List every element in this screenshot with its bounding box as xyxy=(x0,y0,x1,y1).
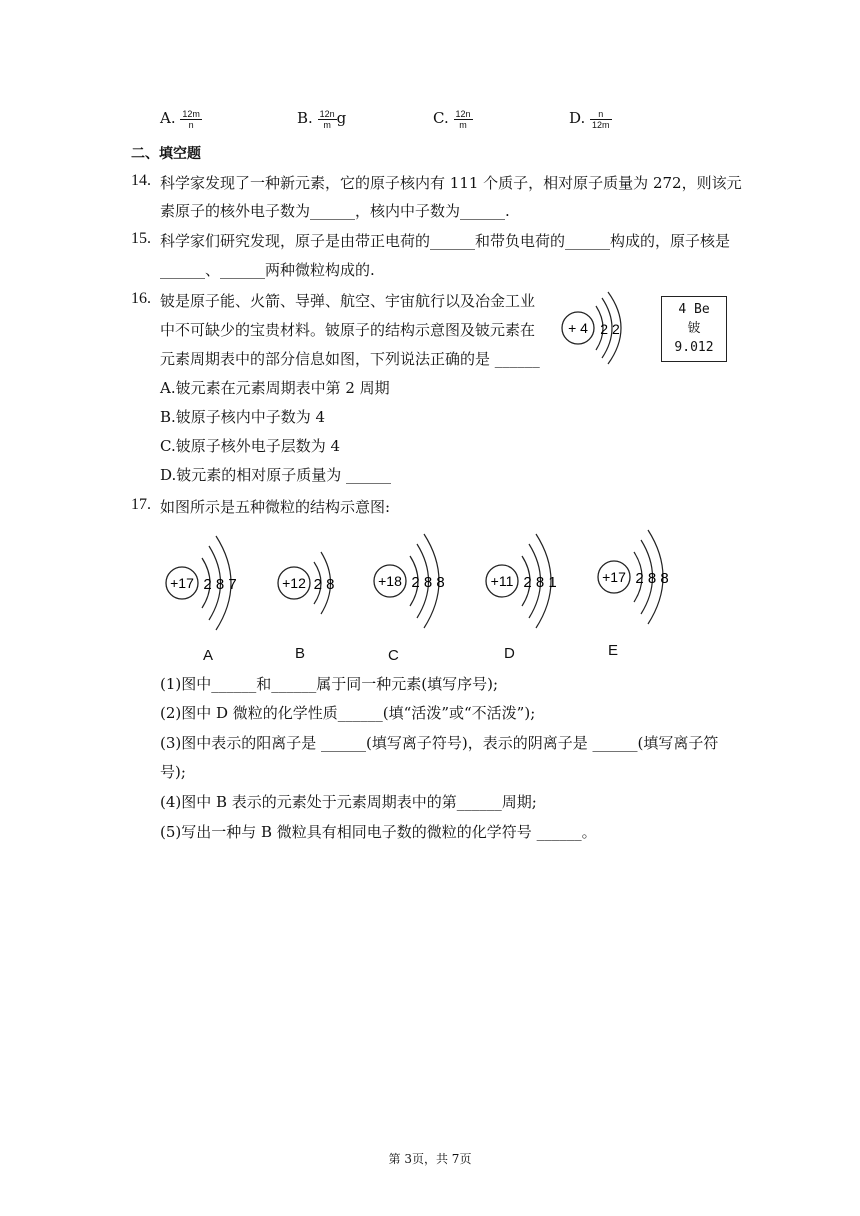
fraction: $\frac{n}{12m}$ xyxy=(592,108,610,130)
q16-line2: 中不可缺少的宝贵材料。铍原子的结构示意图及铍元素在 xyxy=(160,321,536,339)
option-a: A. $\frac{12m}{n}$ xyxy=(160,108,200,130)
particle-label: A xyxy=(203,647,214,664)
q14-line2: 素原子的核外电子数为______，核内中子数为______. xyxy=(160,202,510,220)
nucleus-charge: + 4 xyxy=(568,320,588,336)
beryllium-atom-diagram xyxy=(558,288,638,368)
svg-text:+18: +18 xyxy=(378,573,402,589)
option-c: C. $\frac{12n}{m}$ xyxy=(433,108,471,130)
particle-diagram-d xyxy=(482,526,572,636)
q15-line2: ______、______两种微粒构成的. xyxy=(160,261,375,279)
question-number: 15. xyxy=(131,230,151,247)
element-name: 铍 xyxy=(687,321,701,336)
electron-counts: 2 2 xyxy=(600,321,620,337)
particle-diagram-e xyxy=(594,522,684,632)
question-number: 16. xyxy=(131,290,151,307)
q17-sub3-line2: 号); xyxy=(160,763,186,781)
particle-diagram-b xyxy=(274,528,364,638)
fraction: $\frac{12m}{n}$ xyxy=(182,108,200,130)
atomic-number: 4 xyxy=(678,302,687,317)
fraction: $\frac{12n}{m}$ xyxy=(455,108,471,130)
svg-text:2 8: 2 8 xyxy=(313,576,335,593)
q17-sub5: (5)写出一种与 B 微粒具有相同电子数的微粒的化学符号 ______。 xyxy=(160,823,597,841)
atomic-mass: 9.012 xyxy=(674,340,714,355)
q15-line1: 科学家们研究发现，原子是由带正电荷的______和带负电荷的______构成的，原子核是 xyxy=(160,232,731,250)
option-b: B. $\frac{12n}{m}$ g xyxy=(297,108,347,130)
svg-text:+17: +17 xyxy=(170,575,194,591)
svg-text:2 8 7: 2 8 7 xyxy=(203,576,237,593)
q17-sub1: (1)图中______和______属于同一种元素(填写序号); xyxy=(160,675,499,693)
q16-option-a: A.铍元素在元素周期表中第 2 周期 xyxy=(160,379,390,397)
svg-text:2 8 8: 2 8 8 xyxy=(411,574,445,591)
q16-line1: 铍是原子能、火箭、导弹、航空、宇宙航行以及冶金工业 xyxy=(160,292,536,310)
particle-label: C xyxy=(388,647,399,664)
q16-option-c: C.铍原子核外电子层数为 4 xyxy=(160,437,341,455)
question-number: 17. xyxy=(131,496,151,513)
particle-label: D xyxy=(504,645,515,662)
svg-text:2 8 1: 2 8 1 xyxy=(523,574,557,591)
svg-text:+12: +12 xyxy=(282,575,306,591)
q17-sub2: (2)图中 D 微粒的化学性质______(填“活泼”或“不活泼”); xyxy=(160,704,536,722)
question-number: 14. xyxy=(131,172,151,189)
q16-line3: 元素周期表中的部分信息如图，下列说法正确的是 ______ xyxy=(160,350,540,368)
q14-line1: 科学家发现了一种新元素，它的原子核内有 111 个质子，相对原子质量为 272，则该元 xyxy=(160,174,742,192)
particle-diagram-c xyxy=(370,526,460,636)
particle-diagram-a xyxy=(162,528,252,638)
section-heading: 二、填空题 xyxy=(131,146,201,162)
particle-label: E xyxy=(608,642,619,659)
q16-option-d: D.铍元素的相对原子质量为 ______ xyxy=(160,466,392,484)
element-cell xyxy=(661,296,727,362)
q17-sub3-line1: (3)图中表示的阳离子是 ______(填写离子符号)，表示的阴离子是 ______(填写离子符 xyxy=(160,734,719,752)
page-footer: 第 3页，共 7页 xyxy=(388,1152,472,1166)
q17-intro: 如图所示是五种微粒的结构示意图: xyxy=(160,498,391,516)
svg-text:+11: +11 xyxy=(490,573,514,589)
particle-label: B xyxy=(295,645,306,662)
q17-sub4: (4)图中 B 表示的元素处于元素周期表中的第______周期; xyxy=(160,793,537,811)
option-d: D. $\frac{n}{12m}$ xyxy=(569,108,610,130)
particle-diagrams xyxy=(160,528,700,668)
svg-text:+17: +17 xyxy=(602,569,626,585)
q16-option-b: B.铍原子核内中子数为 4 xyxy=(160,408,326,426)
fraction: $\frac{12n}{m}$ xyxy=(319,108,335,130)
element-symbol: Be xyxy=(694,302,710,317)
svg-text:2 8 8: 2 8 8 xyxy=(635,570,669,587)
